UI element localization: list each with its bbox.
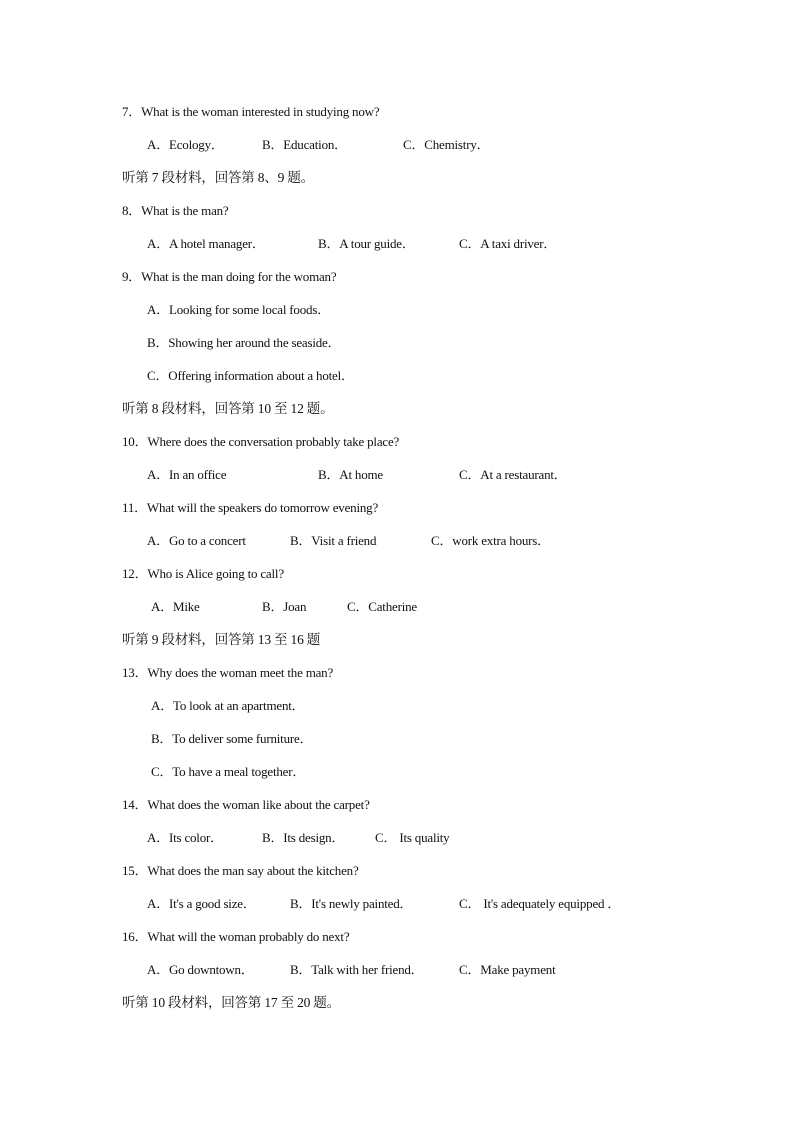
- question-9-stem: 9．What is the man doing for the woman?: [122, 269, 337, 284]
- question-12-option-c: C．Catherine: [347, 599, 418, 614]
- question-14-option-a: A．Its color．: [147, 830, 223, 845]
- question-13-option-a: A．To look at an apartment．: [151, 698, 305, 713]
- question-16-option-a: A．Go downtown．: [147, 962, 254, 977]
- question-11-option-a: A．Go to a concert: [147, 533, 246, 548]
- question-13-option-c: C．To have a meal together．: [151, 764, 306, 779]
- question-7-option-b: B．Education．: [262, 137, 347, 152]
- question-10-stem: 10．Where does the conversation probably take place?: [122, 434, 400, 449]
- question-8-stem: 8．What is the man?: [122, 203, 229, 218]
- question-15-option-c: C． It's adequately equipped ．: [459, 896, 621, 911]
- question-7-option-a: A．Ecology．: [147, 137, 224, 152]
- question-14-option-b: B．Its design．: [262, 830, 345, 845]
- question-7-option-c: C．Chemistry．: [403, 137, 490, 152]
- question-11-option-b: B．Visit a friend: [290, 533, 377, 548]
- section-heading-9: 听第 9 段材料，回答第 13 至 16 题: [122, 632, 321, 647]
- question-12-option-b: B．Joan: [262, 599, 307, 614]
- question-13-option-b: B．To deliver some furniture．: [151, 731, 313, 746]
- question-12-stem: 12．Who is Alice going to call?: [122, 566, 284, 581]
- question-9-option-a: A．Looking for some local foods．: [147, 302, 330, 317]
- question-8-option-c: C．A taxi driver．: [459, 236, 557, 251]
- question-16-option-b: B．Talk with her friend．: [290, 962, 424, 977]
- question-10-option-c: C．At a restaurant．: [459, 467, 567, 482]
- question-11-stem: 11．What will the speakers do tomorrow evening?: [122, 500, 379, 515]
- question-10-option-a: A．In an office: [147, 467, 227, 482]
- question-12-option-a: A．Mike: [151, 599, 200, 614]
- question-15-option-b: B．It's newly painted．: [290, 896, 413, 911]
- question-14-option-c: C． Its quality: [375, 830, 450, 845]
- question-16-option-c: C．Make payment: [459, 962, 556, 977]
- question-10-option-b: B．At home: [318, 467, 384, 482]
- question-8-option-b: B．A tour guide．: [318, 236, 415, 251]
- section-heading-10: 听第 10 段材料，回答第 17 至 20 题。: [122, 995, 340, 1010]
- section-heading-7: 听第 7 段材料，回答第 8、9 题。: [122, 170, 314, 185]
- question-8-option-a: A．A hotel manager．: [147, 236, 265, 251]
- question-9-option-b: B．Showing her around the seaside．: [147, 335, 341, 350]
- question-15-option-a: A．It's a good size．: [147, 896, 256, 911]
- question-7-stem: 7．What is the woman interested in studying now?: [122, 104, 380, 119]
- section-heading-8: 听第 8 段材料，回答第 10 至 12 题。: [122, 401, 334, 416]
- question-9-option-c: C．Offering information about a hotel．: [147, 368, 354, 383]
- question-15-stem: 15．What does the man say about the kitchen?: [122, 863, 359, 878]
- question-11-option-c: C．work extra hours．: [431, 533, 550, 548]
- question-16-stem: 16．What will the woman probably do next?: [122, 929, 350, 944]
- question-13-stem: 13．Why does the woman meet the man?: [122, 665, 334, 680]
- question-14-stem: 14．What does the woman like about the carpet?: [122, 797, 370, 812]
